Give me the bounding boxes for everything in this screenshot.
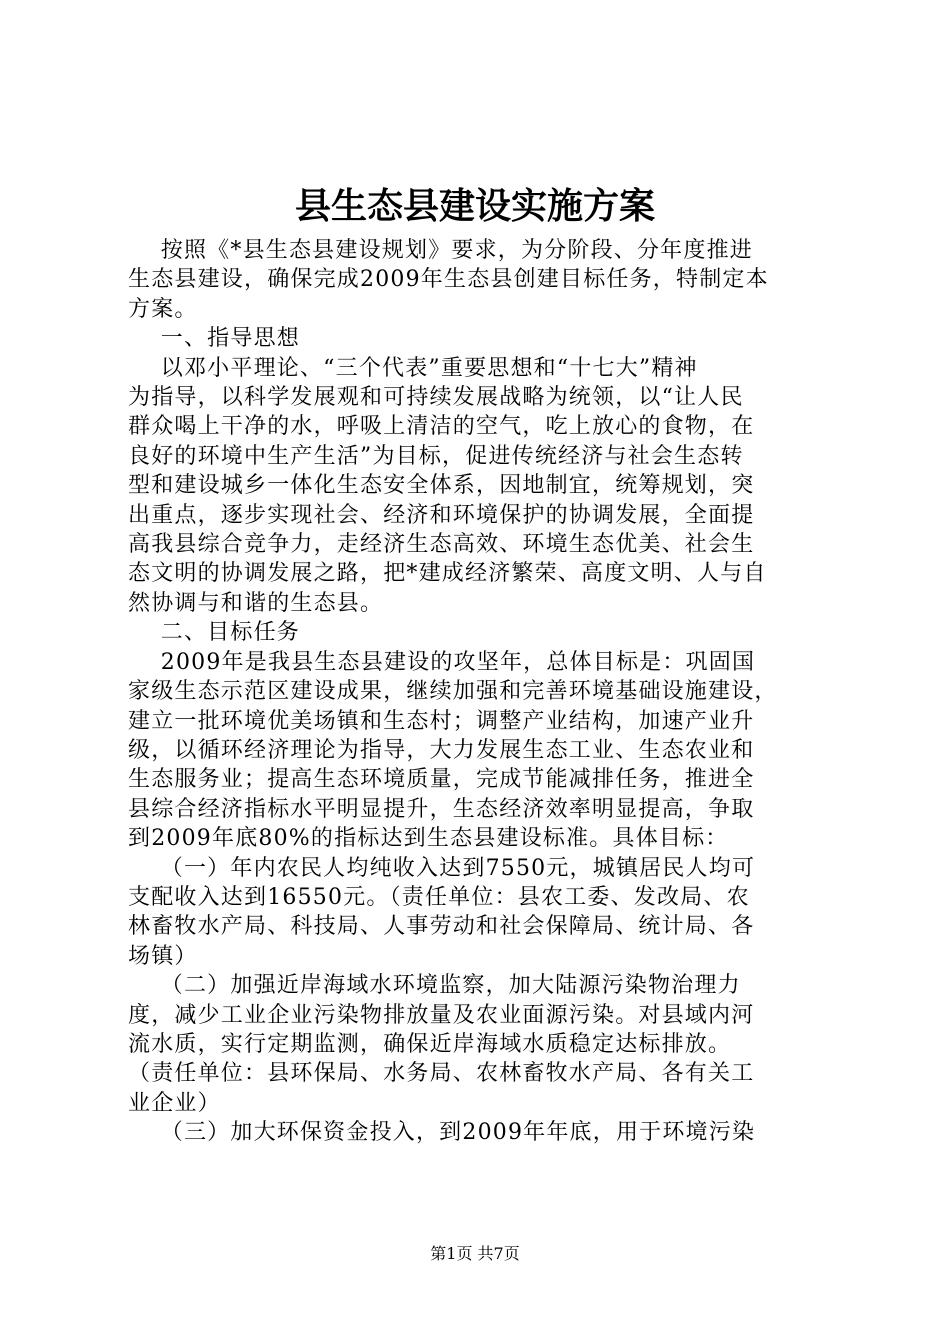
text-line: 家级生态示范区建设成果，继续加强和完善环境基础设施建设， — [128, 679, 778, 705]
text-line: （二）加强近岸海域水环境监察，加大陆源污染物治理力 — [128, 973, 741, 999]
document-body — [128, 236, 833, 1148]
text-line: 按照《*县生态县建设规划》要求，为分阶段、分年度推进 — [128, 238, 753, 263]
text-line: （责任单位：县环保局、水务局、农林畜牧水产局、各有关工 — [128, 1061, 755, 1087]
text-line: 群众喝上干净的水，呼吸上清洁的空气，吃上放心的食物，在 — [128, 414, 755, 440]
text-line: 度，减少工业企业污染物排放量及农业面源污染。对县域内河 — [128, 1002, 755, 1028]
text-line: 2009年是我县生态县建设的攻坚年，总体目标是：巩固国 — [128, 649, 756, 675]
text-line: 级，以循环经济理论为指导，大力发展生态工业、生态农业和 — [128, 737, 755, 763]
text-line: 支配收入达到16550元。（责任单位：县农工委、发改局、农 — [128, 884, 750, 910]
text-line: 建立一批环境优美场镇和生态村；调整产业结构，加速产业升 — [128, 708, 755, 734]
page-footer: 第1页 共7页 — [430, 1244, 520, 1263]
text-line: 场镇） — [128, 943, 198, 969]
text-line: （三）加大环保资金投入，到2009年年底，用于环境污染 — [128, 1120, 756, 1146]
text-line: 业企业） — [128, 1090, 221, 1116]
text-line: 高我县综合竞争力，走经济生态高效、环境生态优美、社会生 — [128, 532, 755, 558]
text-line: 型和建设城乡一体化生态安全体系，因地制宜，统筹规划，突 — [128, 473, 755, 499]
text-line: 二、目标任务 — [128, 620, 300, 646]
text-line: 一、指导思想 — [128, 326, 300, 352]
text-line: 良好的环境中生产生活”为目标，促进传统经济与社会生态转 — [128, 443, 744, 469]
text-line: 生态县建设，确保完成2009年生态县创建目标任务，特制定本 — [128, 267, 769, 293]
text-line: （一）年内农民人均纯收入达到7550元，城镇居民人均可 — [128, 855, 756, 881]
text-line: 生态服务业；提高生态环境质量，完成节能减排任务，推进全 — [128, 767, 755, 793]
text-line: 为指导，以科学发展观和可持续发展战略为统领，以“让人民 — [128, 385, 744, 411]
text-line: 然协调与和谐的生态县。 — [128, 590, 384, 616]
text-line: 到2009年底80%的指标达到生态县建设标准。具体目标： — [128, 826, 729, 852]
document-title: 县生态县建设实施方案 — [294, 186, 655, 227]
text-line: 林畜牧水产局、科技局、人事劳动和社会保障局、统计局、各 — [128, 914, 755, 940]
text-line: 流水质，实行定期监测，确保近岸海域水质稳定达标排放。 — [128, 1031, 732, 1057]
text-line: 出重点，逐步实现社会、经济和环境保护的协调发展，全面提 — [128, 502, 755, 528]
text-line: 方案。 — [128, 296, 198, 322]
text-line: 态文明的协调发展之路，把*建成经济繁荣、高度文明、人与自 — [128, 561, 767, 587]
text-line: 以邓小平理论、“三个代表”重要思想和“十七大”精神 — [128, 355, 698, 381]
text-line: 县综合经济指标水平明显提升，生态经济效率明显提高，争取 — [128, 796, 755, 822]
